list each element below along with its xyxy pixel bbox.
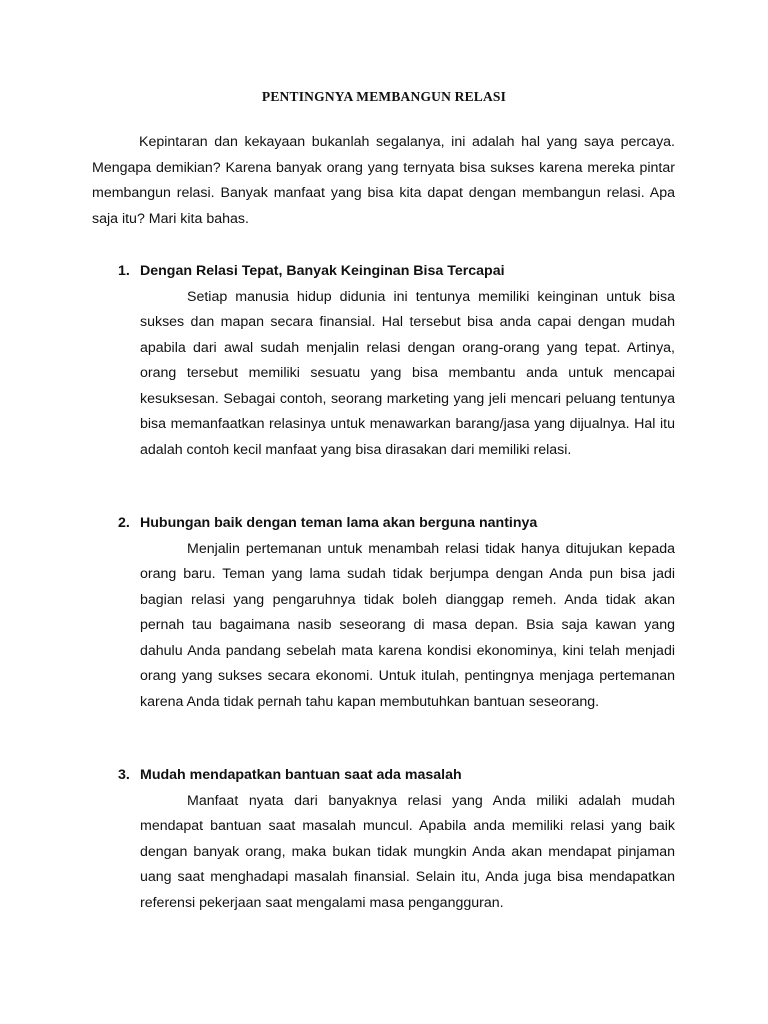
section-body: Setiap manusia hidup didunia ini tentunya memiliki keinginan untuk bisa sukses dan mapan secara finansial. Hal tersebut bisa anda capai dengan mudah apabila dari awal sudah menjalin relasi dengan orang-orang yang tepat. Artinya, orang tersebut memiliki sesuatu yang bisa membantu anda untuk mencapai kesuksesan. Sebagai contoh, seorang marketing yang jeli mencari peluang tentunya bisa memanfaatkan relasinya untuk menawarkan barang/jasa yang dijualnya. Hal itu adalah contoh kecil manfaat yang bisa dirasakan dari memiliki relasi. [140,288,675,458]
section-3 [92,763,675,916]
section-number: 1. [118,263,130,279]
section-number: 2. [118,515,130,531]
section-body: Manfaat nyata dari banyaknya relasi yang Anda miliki adalah mudah mendapat bantuan saat masalah muncul. Apabila anda memiliki relasi yang baik dengan banyak orang, maka bukan tidak mungkin Anda akan mendapat pinjaman uang saat menghadapi masalah finansial. Selain itu, Anda juga bisa mendapatkan referensi pekerjaan saat mengalami masa pengangguran. [140,792,675,911]
document-title: PENTINGNYA MEMBANGUN RELASI [261,89,507,104]
section-heading [92,511,675,537]
section-heading [92,259,675,285]
section-1 [92,259,675,463]
section-title: Hubungan baik dengan teman lama akan berguna nantinya [140,515,538,531]
intro-paragraph: Kepintaran dan kekayaan bukanlah segalanya, ini adalah hal yang saya percaya. Mengapa demikian? Karena banyak orang yang ternyata bisa sukses karena mereka pintar membangun relasi. Banyak manfaat yang bisa kita dapat dengan membangun relasi. Apa saja itu? Mari kita bahas. [92,134,675,227]
section-heading [92,763,675,789]
section-2 [92,511,675,715]
section-title: Mudah mendapatkan bantuan saat ada masalah [140,767,462,783]
section-number: 3. [118,767,130,783]
section-body: Menjalin pertemanan untuk menambah relasi tidak hanya ditujukan kepada orang baru. Teman yang lama sudah tidak berjumpa dengan Anda pun bisa jadi bagian relasi yang pengaruhnya tidak boleh dianggap remeh. Anda tidak akan pernah tau bagaimana nasib seseorang di masa depan. Bsia saja kawan yang dahulu Anda pandang sebelah mata karena kondisi ekonominya, kini telah menjadi orang yang sukses secara ekonomi. Untuk itulah, pentingnya menjaga pertemanan karena Anda tidak pernah tahu kapan membutuhkan bantuan seseorang. [140,540,675,710]
section-title: Dengan Relasi Tepat, Banyak Keinginan Bisa Tercapai [140,263,505,279]
